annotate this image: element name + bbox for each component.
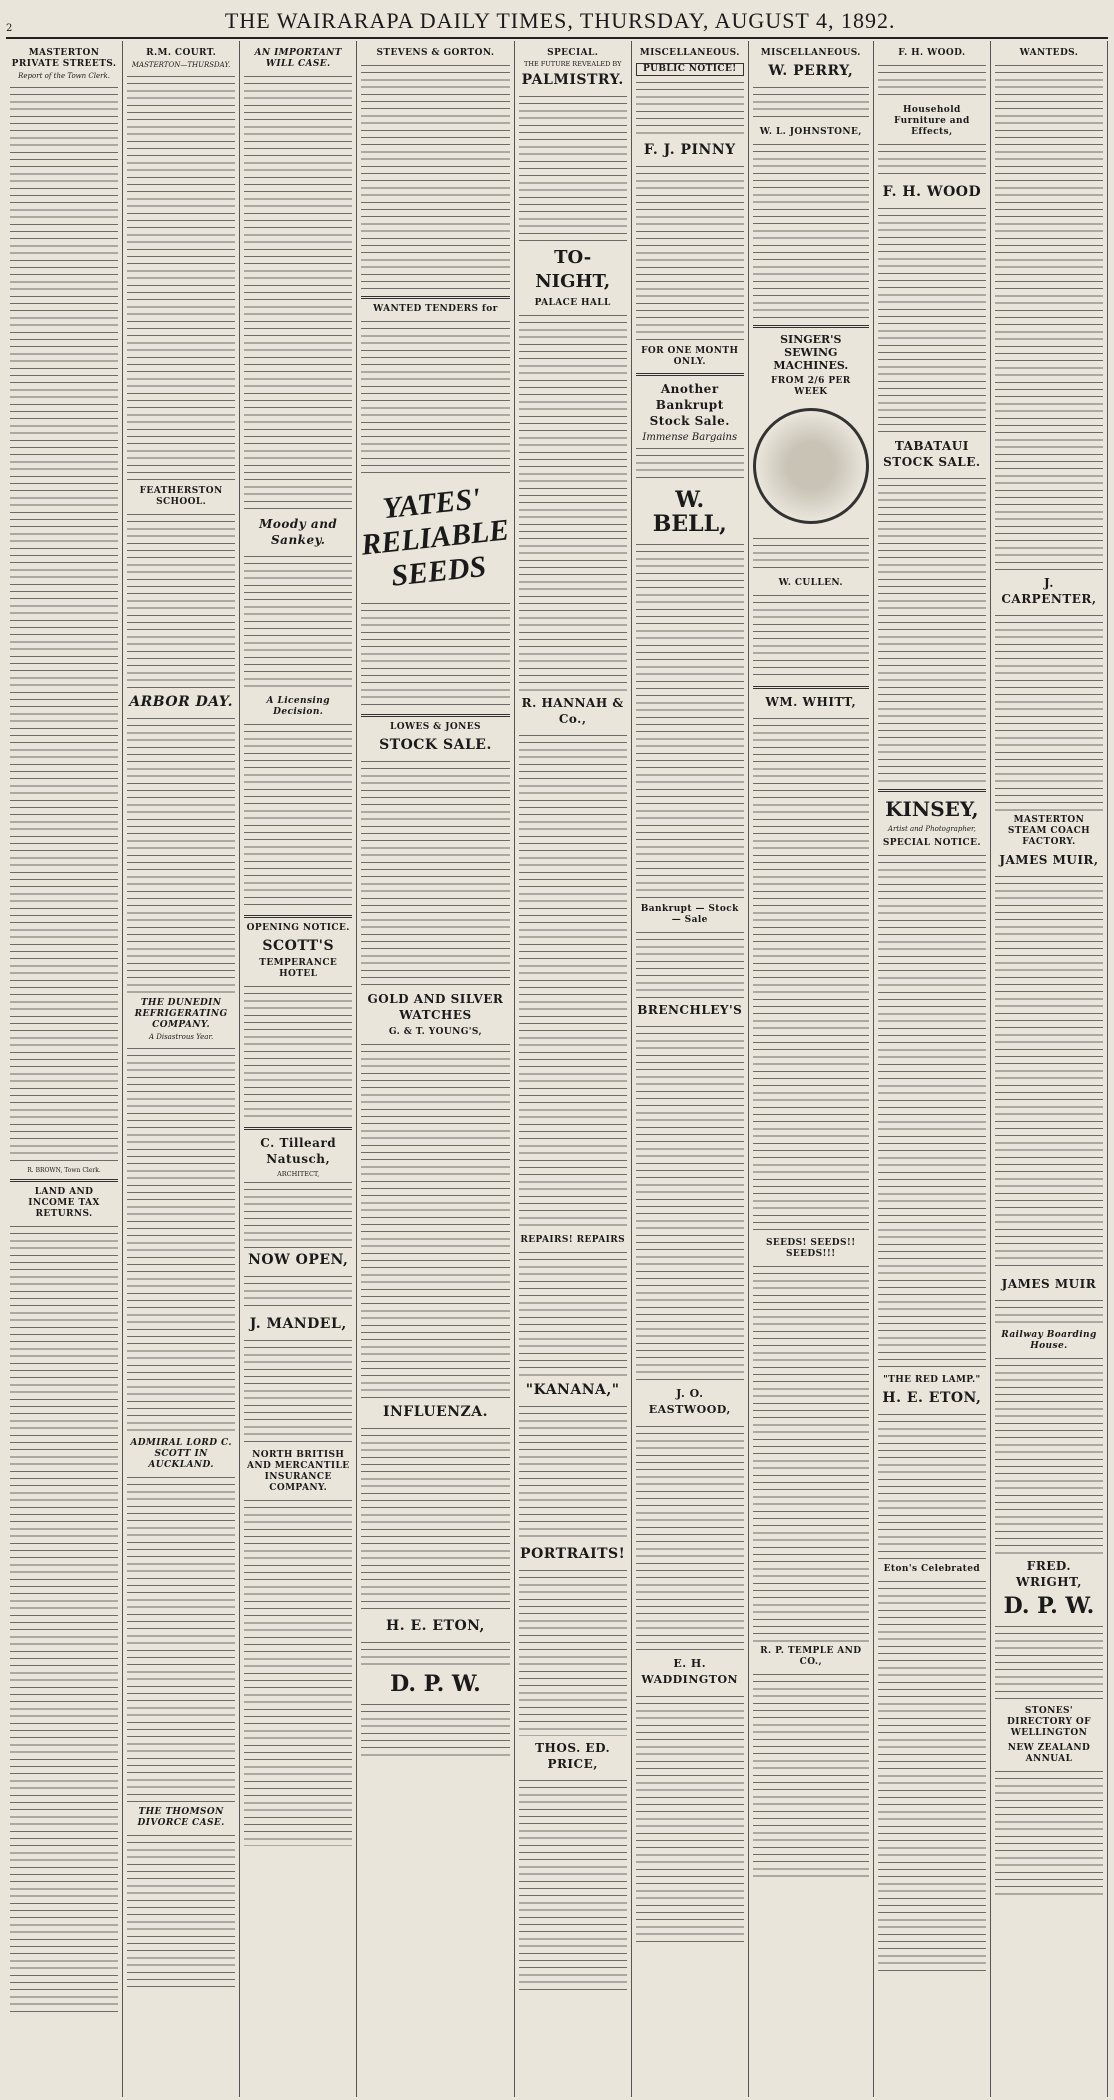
ad-subtitle: NEW ZEALAND ANNUAL xyxy=(1007,1743,1091,1764)
ad-body xyxy=(753,591,869,681)
masthead xyxy=(6,0,1108,39)
ad-body xyxy=(636,928,744,998)
ad-body xyxy=(995,61,1103,571)
ad-body xyxy=(636,444,744,484)
page-columns xyxy=(6,41,1108,2097)
ad-body xyxy=(995,1622,1103,1702)
article-heading: THE THOMSON DIVORCE CASE. xyxy=(137,1807,225,1828)
column-3 xyxy=(240,41,357,2097)
article-subheading: Report of the Town Clerk. xyxy=(18,72,110,80)
ad-body xyxy=(244,1178,352,1248)
ad-title: SEEDS! SEEDS!! SEEDS!!! xyxy=(765,1238,856,1259)
article-heading: Moody and Sankey. xyxy=(259,517,338,547)
ad-subtitle: Artist and Photographer, xyxy=(887,825,976,833)
ad-heading: SPECIAL NOTICE. xyxy=(882,838,981,848)
ad-title: JAMES MUIR xyxy=(1001,1277,1097,1291)
article-heading: MASTERTON PRIVATE STREETS. xyxy=(11,48,117,69)
singer-trademark-seal xyxy=(753,408,869,524)
ad-title: J. O. EASTWOOD, xyxy=(648,1387,731,1416)
ad-body xyxy=(753,140,869,320)
ad-title: W. BELL, xyxy=(652,487,727,537)
ad-body xyxy=(753,714,869,1234)
column-4 xyxy=(357,41,514,2097)
ad-body xyxy=(519,1566,627,1736)
ad-body xyxy=(244,1496,352,1846)
ad-title: H. E. ETON, xyxy=(882,1390,982,1406)
ad-title: F. J. PINNY xyxy=(643,142,736,158)
ad-subtitle: G. & T. YOUNG'S, xyxy=(388,1027,483,1037)
article-body xyxy=(10,1222,118,2012)
ad-body xyxy=(636,162,744,342)
ad-title: H. E. ETON, xyxy=(385,1618,485,1634)
ad-title: INFLUENZA. xyxy=(382,1404,488,1420)
article-subheading: A Disastrous Year. xyxy=(148,1033,214,1041)
column-6 xyxy=(632,41,749,2097)
ad-title: THOS. ED. PRICE, xyxy=(535,1741,611,1772)
ad-body xyxy=(878,1577,986,1977)
ad-body xyxy=(244,982,352,1122)
article-body xyxy=(10,83,118,1163)
ad-subtitle: THE FUTURE REVEALED BY xyxy=(523,60,622,68)
ad-title: R. P. TEMPLE AND CO., xyxy=(760,1646,862,1667)
article-subheading: MASTERTON—THURSDAY. xyxy=(131,61,231,69)
ad-title: KINSEY, xyxy=(885,797,979,821)
article-body xyxy=(127,714,235,994)
article-heading: FEATHERSTON SCHOOL. xyxy=(139,486,223,507)
article-body xyxy=(127,72,235,482)
ad-title: PALMISTRY. xyxy=(521,72,624,89)
ad-body xyxy=(878,204,986,434)
article-body xyxy=(244,720,352,910)
ad-body xyxy=(244,1336,352,1446)
ad-subtitle: W. CULLEN. xyxy=(778,578,843,588)
ad-body xyxy=(519,92,627,242)
ad-title: D. P. W. xyxy=(390,1671,481,1697)
ad-title: BRENCHLEY'S xyxy=(637,1003,743,1017)
ad-heading: SPECIAL. xyxy=(547,48,599,58)
ad-title: STOCK SALE. xyxy=(379,737,492,753)
ad-title: FRED. WRIGHT, xyxy=(1015,1559,1082,1589)
article-body xyxy=(127,1831,235,1991)
ad-body xyxy=(361,1040,509,1400)
ad-body xyxy=(636,540,744,900)
section-heading: MISCELLANEOUS. xyxy=(639,48,740,58)
column-1 xyxy=(6,41,123,2097)
yates-seeds-logo: YATES' RELIABLE SEEDS xyxy=(359,482,511,593)
page-number: 2 xyxy=(6,23,13,34)
article-body xyxy=(127,1044,235,1434)
ad-title: Railway Boarding House. xyxy=(1001,1330,1097,1351)
article-body xyxy=(244,72,352,512)
article-body xyxy=(244,552,352,692)
ad-body xyxy=(878,474,986,784)
ad-body xyxy=(995,1767,1103,1897)
ad-body xyxy=(519,1248,627,1378)
ad-heading: LOWES & JONES xyxy=(389,722,481,732)
article-heading: AN IMPORTANT WILL CASE. xyxy=(254,48,342,69)
article-heading: ARBOR DAY. xyxy=(129,694,233,710)
ad-title: REPAIRS! REPAIRS xyxy=(520,1235,626,1246)
newspaper-title: THE WAIRARAPA DAILY TIMES, THURSDAY, AUGUST 4, 1892. xyxy=(224,8,896,33)
ad-title: SCOTT'S xyxy=(262,938,335,954)
ad-body xyxy=(636,78,744,138)
ad-title: C. Tilleard Natusch, xyxy=(260,1136,337,1166)
ad-heading: "THE RED LAMP." xyxy=(883,1375,981,1385)
ad-body xyxy=(995,611,1103,811)
ad-body xyxy=(519,731,627,1231)
ad-title: D. P. W. xyxy=(1003,1593,1095,1619)
ad-body xyxy=(519,311,627,691)
article-body xyxy=(127,510,235,690)
ad-title: NOW OPEN, xyxy=(248,1252,349,1269)
ad-title: NORTH BRITISH AND MERCANTILE INSURANCE COMPANY. xyxy=(246,1450,350,1494)
article-heading: R.M. COURT. xyxy=(146,48,217,58)
ad-body xyxy=(361,61,509,291)
ad-title: J. CARPENTER, xyxy=(1001,576,1097,606)
ad-title: E. H. WADDINGTON xyxy=(641,1657,739,1686)
ad-title: TO-NIGHT, xyxy=(535,247,611,293)
ad-body xyxy=(878,851,986,1371)
article-heading: A Licensing Decision. xyxy=(266,696,330,717)
ad-title: PORTRAITS! xyxy=(520,1546,626,1563)
column-5 xyxy=(515,41,632,2097)
ad-body xyxy=(519,1776,627,1996)
column-2 xyxy=(123,41,240,2097)
ad-title: R. HANNAH & Co., xyxy=(521,696,624,727)
ad-body xyxy=(636,1422,744,1652)
ad-body xyxy=(753,83,869,123)
ad-title: "KANANA," xyxy=(525,1382,620,1399)
ad-body xyxy=(995,1354,1103,1554)
ad-title: W. PERRY, xyxy=(768,63,854,79)
ad-body xyxy=(636,1022,744,1382)
ad-body xyxy=(995,1296,1103,1326)
ad-body xyxy=(878,1410,986,1560)
ad-body xyxy=(361,599,509,709)
column-7 xyxy=(749,41,874,2097)
ad-heading: MASTERTON STEAM COACH FACTORY. xyxy=(1007,815,1091,847)
ad-body xyxy=(878,140,986,180)
ad-subtitle: PALACE HALL xyxy=(534,298,611,309)
ad-heading: PUBLIC NOTICE! xyxy=(636,63,744,76)
ad-title: Eton's Celebrated xyxy=(883,1564,981,1574)
ad-subtitle: Immense Bargains xyxy=(642,432,738,443)
column-9 xyxy=(991,41,1108,2097)
section-heading: WANTEDS. xyxy=(1019,48,1079,58)
ad-heading: STEVENS & GORTON. xyxy=(376,48,495,58)
ad-title: W. L. JOHNSTONE, xyxy=(759,127,862,137)
ad-subtitle: FOR ONE MONTH ONLY. xyxy=(641,346,739,367)
ad-body xyxy=(361,757,509,987)
ad-title: WM. WHITT, xyxy=(765,695,857,709)
article-heading: ADMIRAL LORD C. SCOTT IN AUCKLAND. xyxy=(130,1438,232,1470)
ad-body xyxy=(519,1402,627,1542)
ad-body xyxy=(753,534,869,574)
ad-title: Another Bankrupt Stock Sale. xyxy=(649,382,730,428)
column-8 xyxy=(874,41,991,2097)
ad-heading: WANTED TENDERS for xyxy=(373,304,498,314)
ad-body xyxy=(878,61,986,101)
article-heading: LAND AND INCOME TAX RETURNS. xyxy=(28,1187,100,1220)
ad-title: J. MANDEL, xyxy=(249,1316,347,1333)
ad-body xyxy=(361,317,509,477)
ad-title: TABATAUI STOCK SALE. xyxy=(883,439,981,469)
ad-heading: OPENING NOTICE. xyxy=(246,923,350,933)
ad-body xyxy=(244,1272,352,1312)
ad-subtitle: FROM 2/6 PER WEEK xyxy=(770,376,851,397)
ad-body xyxy=(995,872,1103,1272)
ad-title: F. H. WOOD xyxy=(882,184,982,200)
ad-subtitle: TEMPERANCE HOTEL xyxy=(259,958,338,979)
ad-title: GOLD AND SILVER WATCHES xyxy=(367,992,504,1022)
article-body xyxy=(127,1473,235,1803)
signature: R. BROWN, Town Clerk. xyxy=(27,1167,101,1174)
article-heading: THE DUNEDIN REFRIGERATING COMPANY. xyxy=(134,998,228,1030)
ad-subtitle: ARCHITECT, xyxy=(277,1170,320,1178)
ad-body xyxy=(753,1670,869,1880)
ad-title: SINGER'S SEWING MACHINES. xyxy=(773,333,849,372)
ad-title: JAMES MUIR, xyxy=(999,853,1099,867)
ad-body xyxy=(361,1700,509,1760)
ad-body xyxy=(636,1692,744,1942)
ad-body xyxy=(361,1424,509,1614)
ad-body xyxy=(361,1638,509,1668)
ad-subtitle: Bankrupt — Stock — Sale xyxy=(640,904,739,925)
ad-title: STONES' DIRECTORY OF WELLINGTON xyxy=(1007,1706,1091,1738)
ad-body xyxy=(753,1262,869,1642)
section-heading: MISCELLANEOUS. xyxy=(760,48,861,58)
section-heading: F. H. WOOD. xyxy=(898,48,966,58)
ad-title: Household Furniture and Effects, xyxy=(894,105,970,137)
